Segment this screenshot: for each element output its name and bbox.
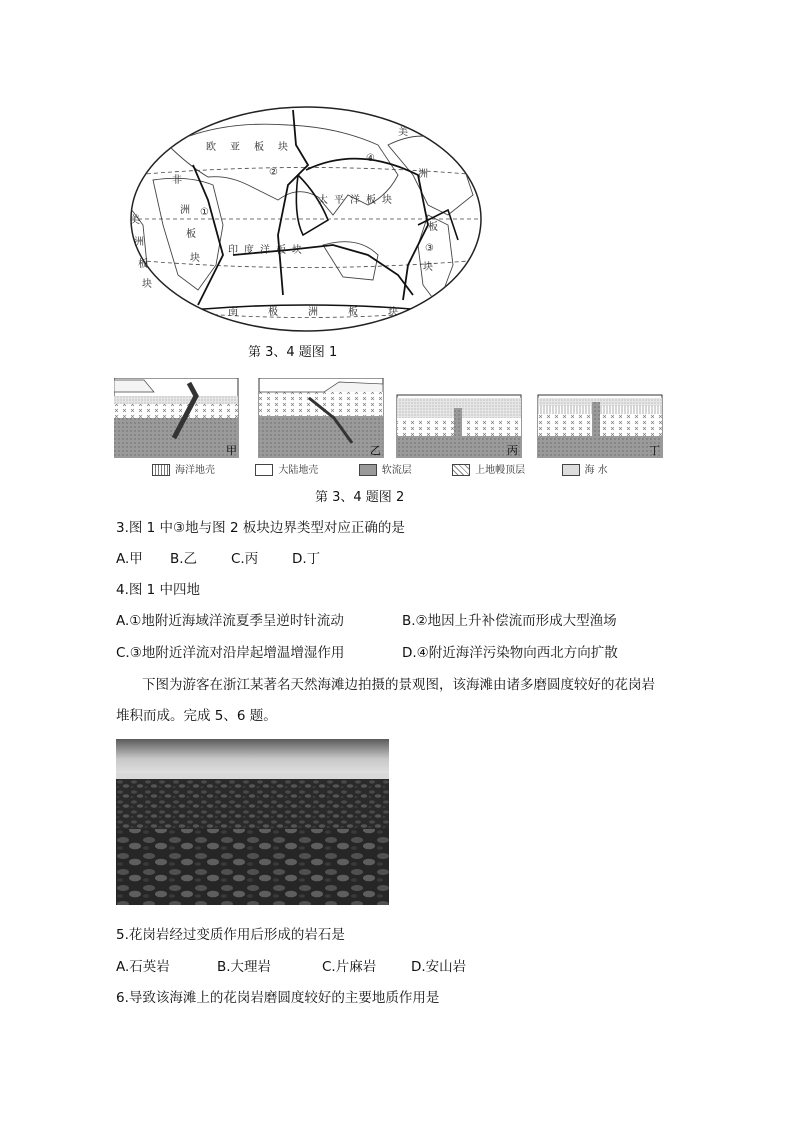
svg-text:板: 板 [138, 259, 148, 270]
svg-text:洲: 洲 [134, 237, 144, 248]
q4-option-d: D.④附近海洋污染物向西北方向扩散 [402, 645, 618, 661]
figure-1-caption: 第 3、4 题图 1 [248, 345, 338, 360]
svg-text:亚: 亚 [230, 142, 240, 153]
svg-text:块: 块 [382, 195, 392, 206]
panel-jia [114, 378, 238, 458]
svg-text:块: 块 [423, 262, 433, 273]
svg-text:南: 南 [228, 307, 238, 318]
panel-ding [538, 395, 662, 458]
q4-option-b: B.②地因上升补偿流而形成大型渔场 [402, 613, 617, 629]
q5-option-d: D.安山岩 [411, 959, 467, 975]
svg-text:极: 极 [268, 307, 278, 318]
svg-text:②: ② [269, 167, 278, 178]
q3-option-d: D.丁 [292, 551, 321, 567]
svg-text:块: 块 [142, 279, 152, 290]
beach-photo-svg [116, 739, 389, 905]
q3-option-c: C.丙 [231, 551, 259, 567]
svg-text:块: 块 [292, 245, 302, 256]
panel-label-jia: 甲 [226, 444, 237, 457]
plate-map-svg [128, 105, 484, 333]
panel-label-ding: 丁 [649, 444, 660, 457]
svg-text:洋: 洋 [350, 195, 360, 206]
figure-1-plate-map [128, 105, 484, 333]
svg-text:美: 美 [130, 215, 140, 226]
svg-text:太: 太 [318, 195, 328, 206]
legend-continental-crust: 大陆地壳 [255, 465, 318, 476]
svg-text:板: 板 [348, 307, 358, 318]
q4-stem: 4.图 1 中四地 [116, 582, 201, 598]
legend-seawater: 海 水 [562, 465, 608, 476]
panel-yi [259, 378, 383, 458]
q4-option-a: A.①地附近海域洋流夏季呈逆时针流动 [116, 613, 344, 629]
svg-text:印: 印 [228, 245, 238, 256]
svg-text:④: ④ [366, 153, 375, 164]
svg-text:块: 块 [190, 253, 200, 264]
svg-text:美: 美 [398, 127, 408, 138]
svg-text:①: ① [200, 207, 209, 218]
beach-photo [116, 739, 389, 905]
q6-stem: 6.导致该海滩上的花岗岩磨圆度较好的主要地质作用是 [116, 990, 440, 1006]
panel-bing [397, 395, 521, 458]
svg-text:洋: 洋 [260, 245, 270, 256]
cross-sections-svg [114, 378, 664, 458]
q3-stem: 3.图 1 中③地与图 2 板块边界类型对应正确的是 [116, 520, 405, 536]
svg-text:块: 块 [388, 307, 398, 318]
q5-option-b: B.大理岩 [217, 959, 272, 975]
svg-text:洲: 洲 [308, 307, 318, 318]
svg-text:板: 板 [254, 142, 264, 153]
svg-text:板: 板 [428, 222, 438, 233]
legend-ocean-crust: 海洋地壳 [152, 465, 215, 476]
q4-option-c: C.③地附近洋流对沿岸起增温增湿作用 [116, 645, 345, 661]
panel-label-bing: 丙 [507, 444, 518, 457]
svg-text:欧: 欧 [206, 142, 216, 153]
svg-text:块: 块 [278, 142, 288, 153]
intro-line-1: 下图为游客在浙江某著名天然海滩边拍摄的景观图，该海滩由诸多磨圆度较好的花岗岩 [142, 677, 655, 693]
q5-stem: 5.花岗岩经过变质作用后形成的岩石是 [116, 927, 345, 943]
q3-option-a: A.甲 [116, 551, 143, 567]
legend-asthenosphere: 软流层 [359, 465, 412, 476]
q3-option-b: B.乙 [170, 551, 198, 567]
figure-2-caption: 第 3、4 题图 2 [315, 490, 405, 505]
svg-text:③: ③ [425, 243, 434, 254]
q5-option-c: C.片麻岩 [322, 959, 377, 975]
intro-line-2: 堆积而成。完成 5、6 题。 [116, 708, 277, 724]
svg-text:非: 非 [172, 175, 182, 186]
svg-text:度: 度 [244, 245, 254, 256]
q5-option-a: A.石英岩 [116, 959, 170, 975]
legend-upper-mantle: 上地幔顶层 [452, 465, 525, 476]
figure-2-cross-sections [114, 378, 664, 458]
svg-text:板: 板 [276, 245, 286, 256]
svg-text:板: 板 [186, 229, 196, 240]
figure-2-legend [152, 461, 672, 476]
svg-text:板: 板 [366, 195, 376, 206]
svg-text:洲: 洲 [180, 205, 190, 216]
svg-text:平: 平 [334, 195, 344, 206]
svg-text:洲: 洲 [418, 169, 428, 180]
panel-label-yi: 乙 [370, 444, 381, 457]
